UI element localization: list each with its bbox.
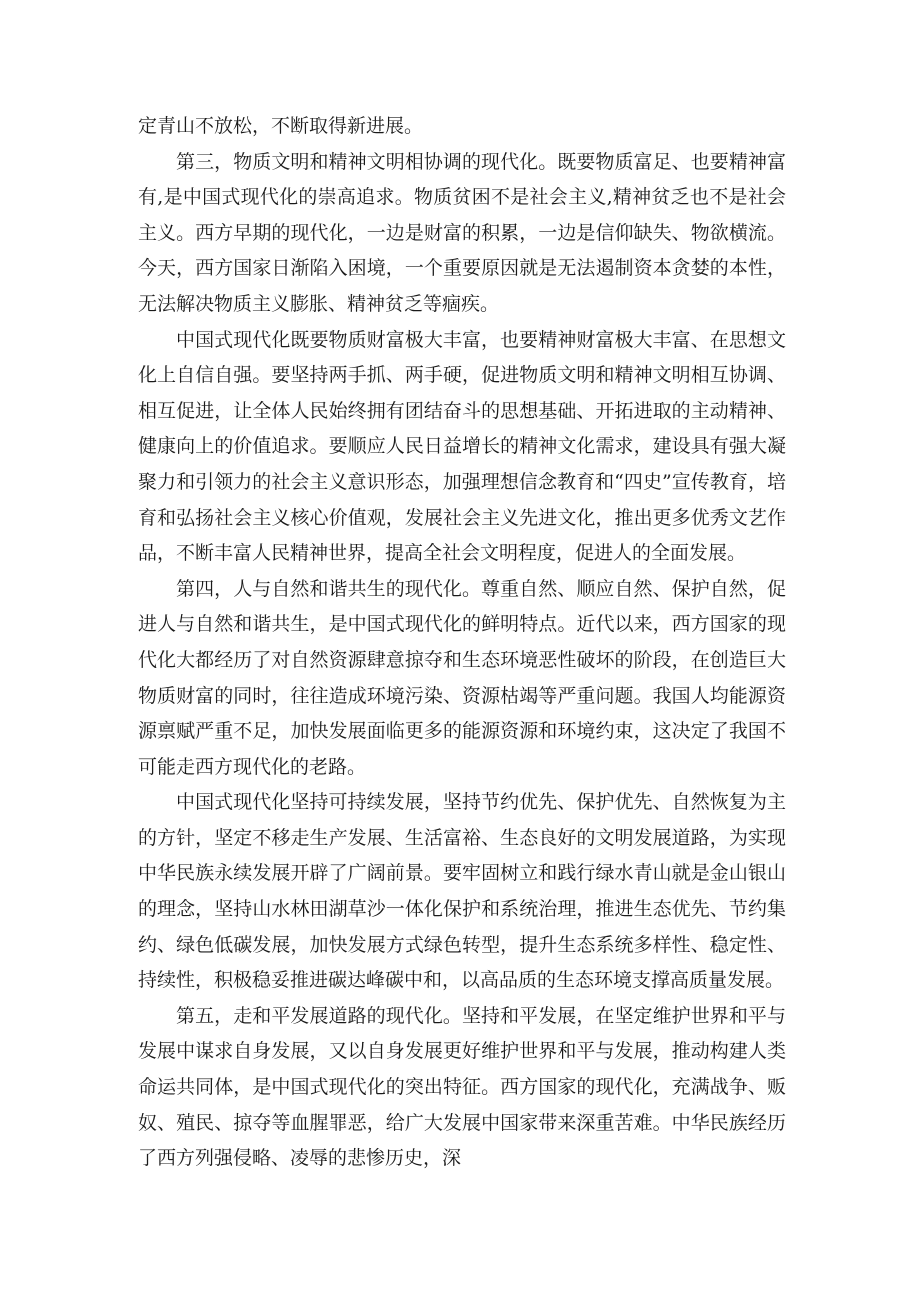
paragraph-fourth-point: 第四，人与自然和谐共生的现代化。尊重自然、顺应自然、保护自然，促进人与自然和谐共生，是中国式现代化的鲜明特点。近代以来，西方国家的现代化大都经历了对自然资源肆意掠夺和生态环境恶性破坏的阶段，在创造巨大物质财富的同时，往往造成环境污染、资源枯竭等严重问题。我国人均能源资源禀赋严重不足，加快发展面临更多的能源资源和环境约束，这决定了我国不可能走西方现代化的老路。 — [138, 577, 786, 778]
paragraph-continuation: 定青山不放松，不断取得新进展。 — [138, 115, 424, 137]
document-body — [138, 109, 786, 1177]
paragraph-third-point: 第三，物质文明和精神文明相协调的现代化。既要物质富足、也要精神富有,是中国式现代化的崇高追求。物质贫困不是社会主义,精神贫乏也不是社会主义。西方早期的现代化，一边是财富的积累，一边是信仰缺失、物欲横流。今天，西方国家日渐陷入困境，一个重要原因就是无法遏制资本贪婪的本性，无法解决物质主义膨胀、精神贫乏等痼疾。 — [138, 150, 786, 315]
paragraph-sustainable-development: 中国式现代化坚持可持续发展，坚持节约优先、保护优先、自然恢复为主的方针，坚定不移走生产发展、生活富裕、生态良好的文明发展道路，为实现中华民族永续发展开辟了广阔前景。要牢固树立和践行绿水青山就是金山银山的理念，坚持山水林田湖草沙一体化保护和系统治理，推进生态优先、节约集约、绿色低碳发展，加快发展方式绿色转型，提升生态系统多样性、稳定性、持续性，积极稳妥推进碳达峰碳中和，以高品质的生态环境支撑高质量发展。 — [138, 791, 786, 992]
paragraph-spiritual-wealth: 中国式现代化既要物质财富极大丰富，也要精神财富极大丰富、在思想文化上自信自强。要坚持两手抓、两手硬，促进物质文明和精神文明相互协调、相互促进，让全体人民始终拥有团结奋斗的思想基础、开拓进取的主动精神、健康向上的价值追求。要顺应人民日益增长的精神文化需求，建设具有强大凝聚力和引领力的社会主义意识形态，加强理想信念教育和“四史”宣传教育，培育和弘扬社会主义核心价值观，发展社会主义先进文化，推出更多优秀文艺作品，不断丰富人民精神世界，提高全社会文明程度，促进人的全面发展。 — [138, 328, 786, 565]
paragraph-fifth-point: 第五，走和平发展道路的现代化。坚持和平发展，在坚定维护世界和平与发展中谋求自身发展，又以自身发展更好维护世界和平与发展，推动构建人类命运共同体，是中国式现代化的突出特征。西方国家的现代化，充满战争、贩奴、殖民、掠夺等血腥罪恶，给广大发展中国家带来深重苦难。中华民族经历了西方列强侵略、凌辱的悲惨历史，深 — [138, 1004, 786, 1170]
